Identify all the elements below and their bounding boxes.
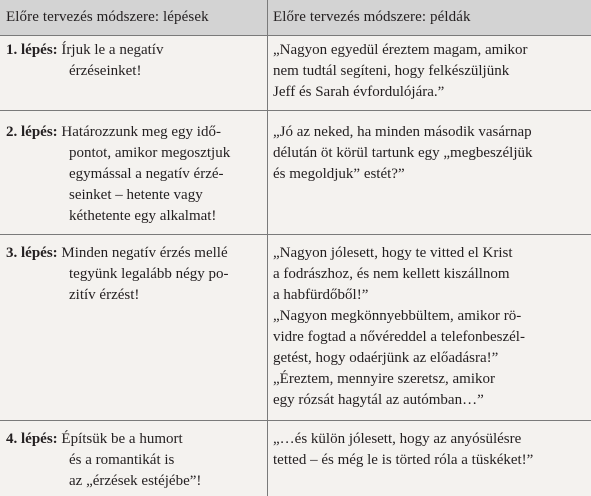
example-line: Jeff és Sarah évfordulójára.” <box>273 84 445 100</box>
step-text: Írjuk le a negatív <box>61 42 164 58</box>
example-line: egy rózsát hagytál az autómban…” <box>273 392 484 408</box>
step-text: zitív érzést! <box>69 287 140 303</box>
example-line: tetted – és még le is törted róla a tüskéket!” <box>273 452 534 468</box>
example-line: getést, hogy odaérjünk az előadásra!” <box>273 350 499 366</box>
header-steps: Előre tervezés módszere: lépések <box>6 9 209 25</box>
example-line: „Nagyon egyedül éreztem magam, amikor <box>273 42 528 58</box>
step-label: 2. lépés: <box>6 124 58 140</box>
row-divider <box>0 234 591 235</box>
step-text: pontot, amikor megosztjuk <box>69 145 231 161</box>
step-text: Minden negatív érzés mellé <box>61 245 228 261</box>
example-line: „Éreztem, mennyire szeretsz, amikor <box>273 371 495 387</box>
table-row-4-examples <box>273 429 533 471</box>
table-row-3-steps <box>6 243 229 306</box>
table-row-2-steps <box>6 122 230 227</box>
table-row-4-steps <box>6 429 201 492</box>
table-row-3-examples <box>273 243 525 411</box>
step-text: Építsük be a humort <box>61 431 183 447</box>
example-line: a fodrászhoz, és nem kellett kiszállnom <box>273 266 510 282</box>
header-examples: Előre tervezés módszere: példák <box>273 9 471 25</box>
step-text: és a romantikát is <box>69 452 175 468</box>
step-label: 1. lépés: <box>6 42 58 58</box>
row-divider <box>0 420 591 421</box>
example-line: „…és külön jólesett, hogy az anyósülésre <box>273 431 522 447</box>
table-row-2-examples <box>273 122 533 185</box>
step-label: 4. lépés: <box>6 431 58 447</box>
row-divider <box>0 35 591 36</box>
step-text: az „érzések estéjébe”! <box>69 473 202 489</box>
step-text: seinket – hetente vagy <box>69 187 203 203</box>
step-text: Határozzunk meg egy idő- <box>61 124 221 140</box>
table-row-1-steps <box>6 40 163 82</box>
example-line: a habfürdőből!” <box>273 287 369 303</box>
step-text: tegyünk legalább négy po- <box>69 266 229 282</box>
step-label: 3. lépés: <box>6 245 58 261</box>
example-line: délután öt körül tartunk egy „megbeszéljük <box>273 145 533 161</box>
column-divider <box>267 0 268 496</box>
example-line: „Nagyon jólesett, hogy te vitted el Krist <box>273 245 513 261</box>
example-line: „Jó az neked, ha minden második vasárnap <box>273 124 532 140</box>
step-text: érzéseinket! <box>69 63 142 79</box>
table-row-1-examples <box>273 40 527 103</box>
example-line: „Nagyon megkönnyebbültem, amikor rö- <box>273 308 522 324</box>
example-line: és megoldjuk” estét?” <box>273 166 405 182</box>
row-divider <box>0 110 591 111</box>
step-text: egymással a negatív érzé- <box>69 166 224 182</box>
step-text: kéthetente egy alkalmat! <box>69 208 217 224</box>
example-line: nem tudtál segíteni, hogy felkészüljünk <box>273 63 510 79</box>
example-line: vidre fogtad a nővéreddel a telefonbeszél- <box>273 329 525 345</box>
